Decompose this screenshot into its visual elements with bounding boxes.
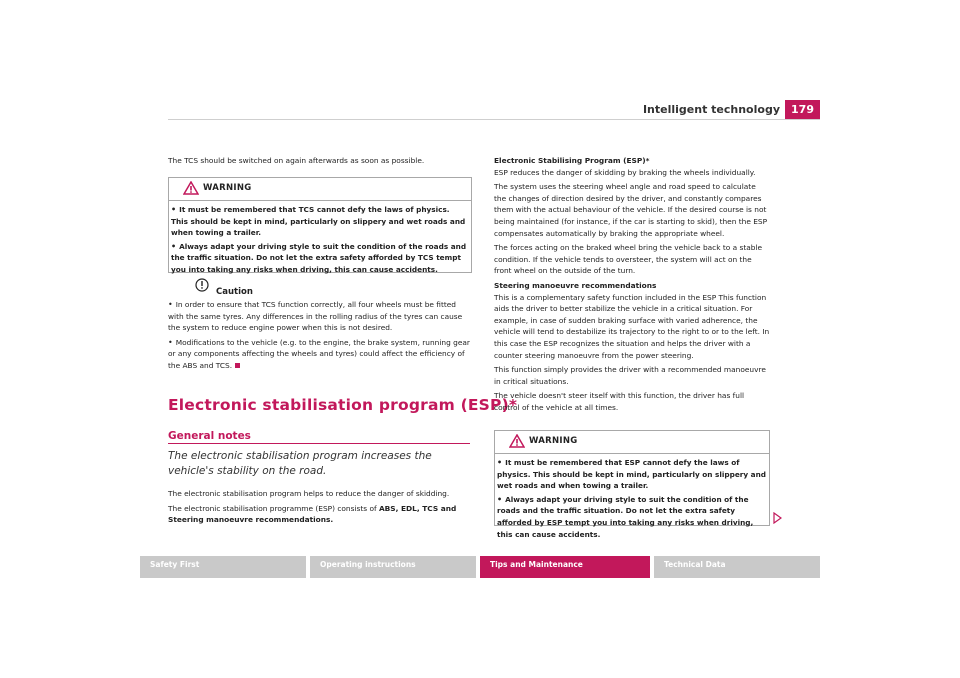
paragraph: The system uses the steering wheel angle and road speed to calculate the changes of direction desired by the driver, and constantly compares them with the actual behaviour of the vehicle. If the desired course is not being maintained (for instance, if the car is starting to skid), then the ESP compensates automatically by braking the appropriate wheel. — [494, 182, 768, 238]
warning-label: WARNING — [529, 436, 578, 446]
caution-label: Caution — [216, 287, 253, 297]
footer-tab-safety-first[interactable]: Safety First — [140, 556, 306, 578]
end-of-section-icon — [235, 363, 240, 368]
warning-triangle-icon — [183, 181, 199, 195]
footer-tab-tips-and-maintenance[interactable]: Tips and Maintenance — [480, 556, 650, 578]
paragraph: This is a complementary safety function included in the ESP This function aids the driver to better stabilize the vehicle in a critical situation. For example, in case of sudden braking surface with varied adherence, the vehicle will tend to destabilize its trajectory to the right to or to the left. In this case the ESP recognizes the situation and helps the driver with a counter steering manoeuvre from the power steering. — [494, 292, 770, 360]
bullet-icon: • — [168, 300, 173, 309]
warning-header — [495, 431, 769, 454]
bullet-icon: • — [171, 205, 177, 214]
warning-label: WARNING — [203, 183, 252, 193]
steering-heading: Steering manoeuvre recommendations — [494, 280, 657, 290]
caution-bullet: • Modifications to the vehicle (e.g. to the engine, the brake system, running gear or any components affecting the wheels and tyres) could affect the efficiency of the ABS and TCS. — [168, 337, 470, 370]
continue-arrow-icon — [773, 512, 782, 524]
esp-intro-body — [168, 488, 470, 529]
page-number: 179 — [785, 100, 820, 119]
warning-header — [169, 178, 471, 201]
chapter-title: Intelligent technology — [642, 103, 780, 116]
bullet-icon: • — [171, 241, 177, 251]
warning-bullet: • Always adapt your driving style to suit the condition of the roads and the traffic situation. Do not let the extra safety afforded by ESP tempt you into taking any risks when driving, this can cause accidents. — [497, 494, 754, 539]
paragraph: The forces acting on the braked wheel bring the vehicle back to a stable condition. If the vehicle tends to oversteer, the system will act on the front wheel on the outside of the turn. — [494, 243, 763, 276]
paragraph: This function simply provides the driver with a recommended manoeuvre in critical situations. — [494, 365, 766, 386]
esp-heading: Electronic Stabilising Program (ESP)* — [494, 156, 650, 165]
footer-tab-technical-data[interactable]: Technical Data — [654, 556, 820, 578]
warning-box-esp — [494, 430, 770, 539]
section-summary: The electronic stabilisation program increases the vehicle's stability on the road. — [168, 450, 432, 477]
tcs-intro-text: The TCS should be switched on again afterwards as soon as possible. — [168, 156, 425, 165]
footer-tab-operating-instructions[interactable]: Operating instructions — [310, 556, 476, 578]
bullet-icon: • — [168, 337, 173, 347]
caution-body — [168, 299, 470, 375]
warning-triangle-icon — [509, 434, 525, 448]
section-title: Electronic stabilisation program (ESP)* — [168, 396, 518, 414]
paragraph: The electronic stabilisation program helps to reduce the danger of skidding. — [168, 489, 450, 498]
warning-bullet: • It must be remembered that ESP cannot defy the laws of physics. This should be kept in mind, particularly on slippery and wet roads and when towing a trailer. — [497, 458, 767, 491]
subsection-title: General notes — [168, 430, 251, 442]
caution-exclamation-icon — [195, 278, 209, 292]
bullet-icon: • — [497, 458, 503, 467]
warning-box-tcs — [168, 177, 472, 273]
subsection-divider — [168, 443, 470, 444]
caution-bullet: • In order to ensure that TCS function correctly, all four wheels must be fitted with the same tyres. Any differences in the rolling radius of the tyres can cause the system to reduce engine power when this is not desired. — [168, 300, 463, 333]
bullet-icon: • — [497, 494, 503, 504]
esp-body — [494, 155, 770, 416]
paragraph: ESP reduces the danger of skidding by braking the wheels individually. — [494, 167, 756, 177]
warning-bullet: • It must be remembered that TCS cannot defy the laws of physics. This should be kept in mind, particularly on slippery and wet roads and when towing a trailer. — [171, 205, 466, 238]
header-divider — [168, 119, 820, 120]
warning-bullet: • Always adapt your driving style to suit the condition of the roads and the traffic situation. Do not let the extra safety afforded by TCS tempt you into taking any risks when driving, this can cause accidents. — [171, 241, 467, 274]
paragraph: The electronic stabilisation programme (ESP) consists of ABS, EDL, TCS and Steering manoeuvre recommendations. — [168, 503, 457, 525]
paragraph: The vehicle doesn't steer itself with this function, the driver has full control of the vehicle at all times. — [494, 391, 745, 412]
